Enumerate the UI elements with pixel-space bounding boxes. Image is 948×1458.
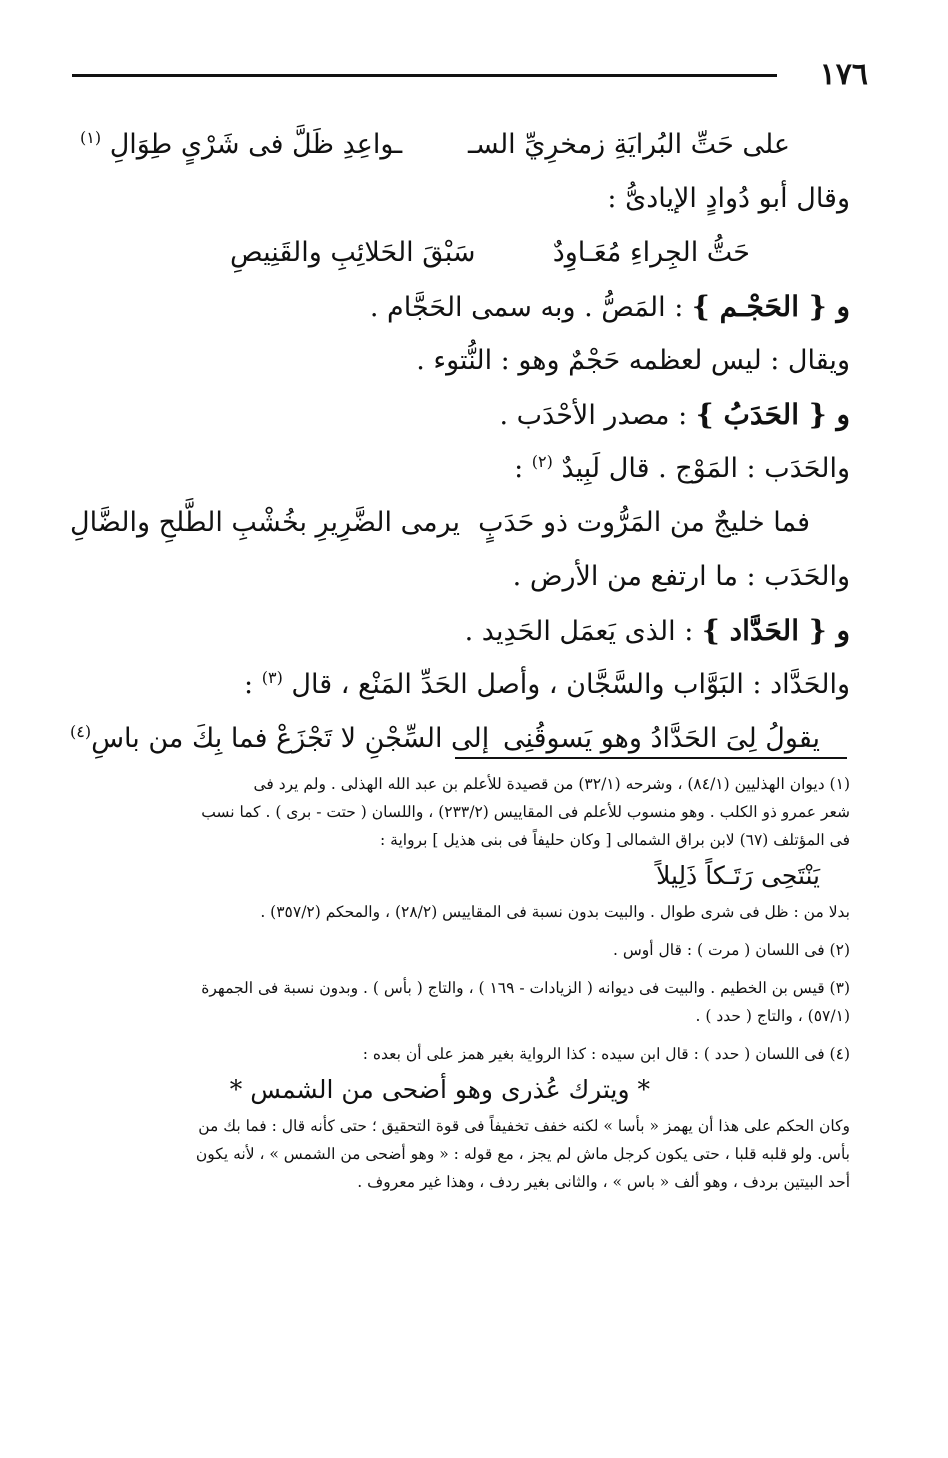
footnote-line: (٤) فى اللسان ( حدد ) : قال ابن سيده : كذا الرواية بغير همز على أن بعده :: [362, 1045, 850, 1063]
footnote-line: (٥٧/١) ، والتاج ( حدد ) .: [695, 1007, 850, 1025]
entry-definition: : الذى يَعمَل الحَدِيد .: [464, 616, 694, 647]
entry-definition: : مصدر الأحْدَب .: [499, 400, 688, 431]
footnote-marker: (٤): [70, 722, 92, 741]
entry-line: [70, 388, 850, 442]
hemistich-text: إلى السِّجْنِ لا تَجْزَعْ فما بِكَ من باسِ: [91, 723, 490, 754]
main-text: [70, 118, 850, 766]
hemistich-text: ـواعِدِ ظَلَّ فى شَرْىٍ طِوَالِ: [109, 129, 403, 160]
verse-first-hemistich: على حَتِّ البُرايَةِ زمخرِيِّ السـ: [467, 129, 790, 160]
footnote-line: (٢) فى اللسان ( مرت ) : قال أوس .: [613, 941, 850, 959]
footnote-marker: (٢): [531, 452, 553, 471]
footnote-marker: (١): [80, 128, 102, 147]
footnote-rule: [455, 757, 847, 759]
footnote-line: شعر عمرو ذو الكلب . وهو منسوب للأعلم فى المقاييس (٢٣٣/٢) ، واللسان ( حتت - برى ) . كما نسب: [201, 803, 850, 821]
verse-second-hemistich: [70, 712, 489, 766]
line-tail: :: [514, 453, 524, 484]
text-line: والحَدَب : ما ارتفع من الأرض .: [512, 561, 850, 592]
line-text: والحَدَب : المَوْج . قال لَبِيدٌ: [561, 453, 850, 484]
line-text: والحَدَّاد : البَوَّاب والسَّجَّان ، وأصل الحَدِّ المَنْع ، قال: [291, 669, 850, 700]
footnote-line: فى المؤتلف (٦٧) لابن براق الشمالى [ وكان حليفاً فى بنى هذيل ] برواية :: [379, 831, 850, 849]
entry-headword: و { الحَدَبُ }: [695, 398, 850, 431]
text-line: [70, 442, 850, 496]
footnote-line: (٣) قيس بن الخطيم . والبيت فى ديوانه ( الزيادات - ١٦٩ ) ، والتاج ( بأس ) . وبدون نسبة فى الجمهرة: [201, 979, 850, 997]
verse-first-hemistich: يقولُ لِىَ الحَدَّادُ وهو يَسوقُنِى: [503, 723, 820, 754]
line-tail: :: [244, 669, 254, 700]
entry-headword: و { الحَدَّاد }: [701, 614, 850, 647]
verse-line: [70, 118, 850, 172]
footnote-verse: يَنْتَحِى رَتَـكاً ذَلِيلاً: [656, 861, 820, 890]
verse-second-hemistich: يرمى الضَّرِيرِ بخُشْبِ الطَّلحِ والضَّالِ: [70, 507, 460, 538]
verse-line: [70, 496, 850, 550]
verse-first-hemistich: فما خليجٌ من المَرُّوت ذو حَدَبٍ: [478, 507, 810, 538]
entry-headword: و { الحَجْـم }: [691, 290, 850, 323]
footnote-line: بأس. ولو قلبه قلبا ، حتى يكون كرجل ماش لم يجز ، مع قوله : « وهو أضحى من الشمس » ، لأنه يكون: [195, 1145, 850, 1163]
text-line: وقال أبو دُوادٍ الإيادىُّ :: [607, 183, 850, 214]
footnote-line: أحد البيتين بردف ، وهو ألف « باس » ، والثانى بغير ردف ، وهذا غير معروف .: [357, 1173, 850, 1191]
text-line: [70, 658, 850, 712]
footnote-line: بدلا من : ظل فى شرى طوال . والبيت بدون نسبة فى المقاييس (٢٨/٢) ، والمحكم (٣٥٧/٢) .: [260, 903, 850, 921]
footnote-marker: (٣): [261, 668, 283, 687]
footnotes: [74, 770, 850, 1196]
page-number: ١٧٦: [819, 57, 868, 92]
entry-definition: : المَصُّ . وبه سمى الحَجَّام .: [369, 292, 684, 323]
entry-line: [70, 604, 850, 658]
entry-line: [70, 280, 850, 334]
verse-second-hemistich: [80, 118, 402, 172]
header-rule: [72, 74, 777, 77]
verse-line: [70, 226, 850, 280]
footnote-verse: * ويترك عُذرى وهو أضحى من الشمس *: [229, 1075, 650, 1104]
verse-second-hemistich: سَبْقَ الحَلائِبِ والقَنِيصِ: [230, 237, 476, 268]
footnote-line: (١) ديوان الهذليين (٨٤/١) ، وشرحه (٣٢/١) من قصيدة للأعلم بن عبد الله الهذلى . ولم يرد فى: [253, 775, 850, 793]
footnote-line: وكان الحكم على هذا أن يهمز « بأسا » لكنه خفف تخفيفاً فى قوة التحقيق ؛ حتى كأنه قال : فما بك من: [198, 1117, 850, 1135]
text-line: ويقال : ليس لعظمه حَجْمٌ وهو : النُّتوء .: [416, 345, 850, 376]
verse-first-hemistich: حَتُّ الجِراءِ مُعَـاوِدٌ: [552, 237, 750, 268]
